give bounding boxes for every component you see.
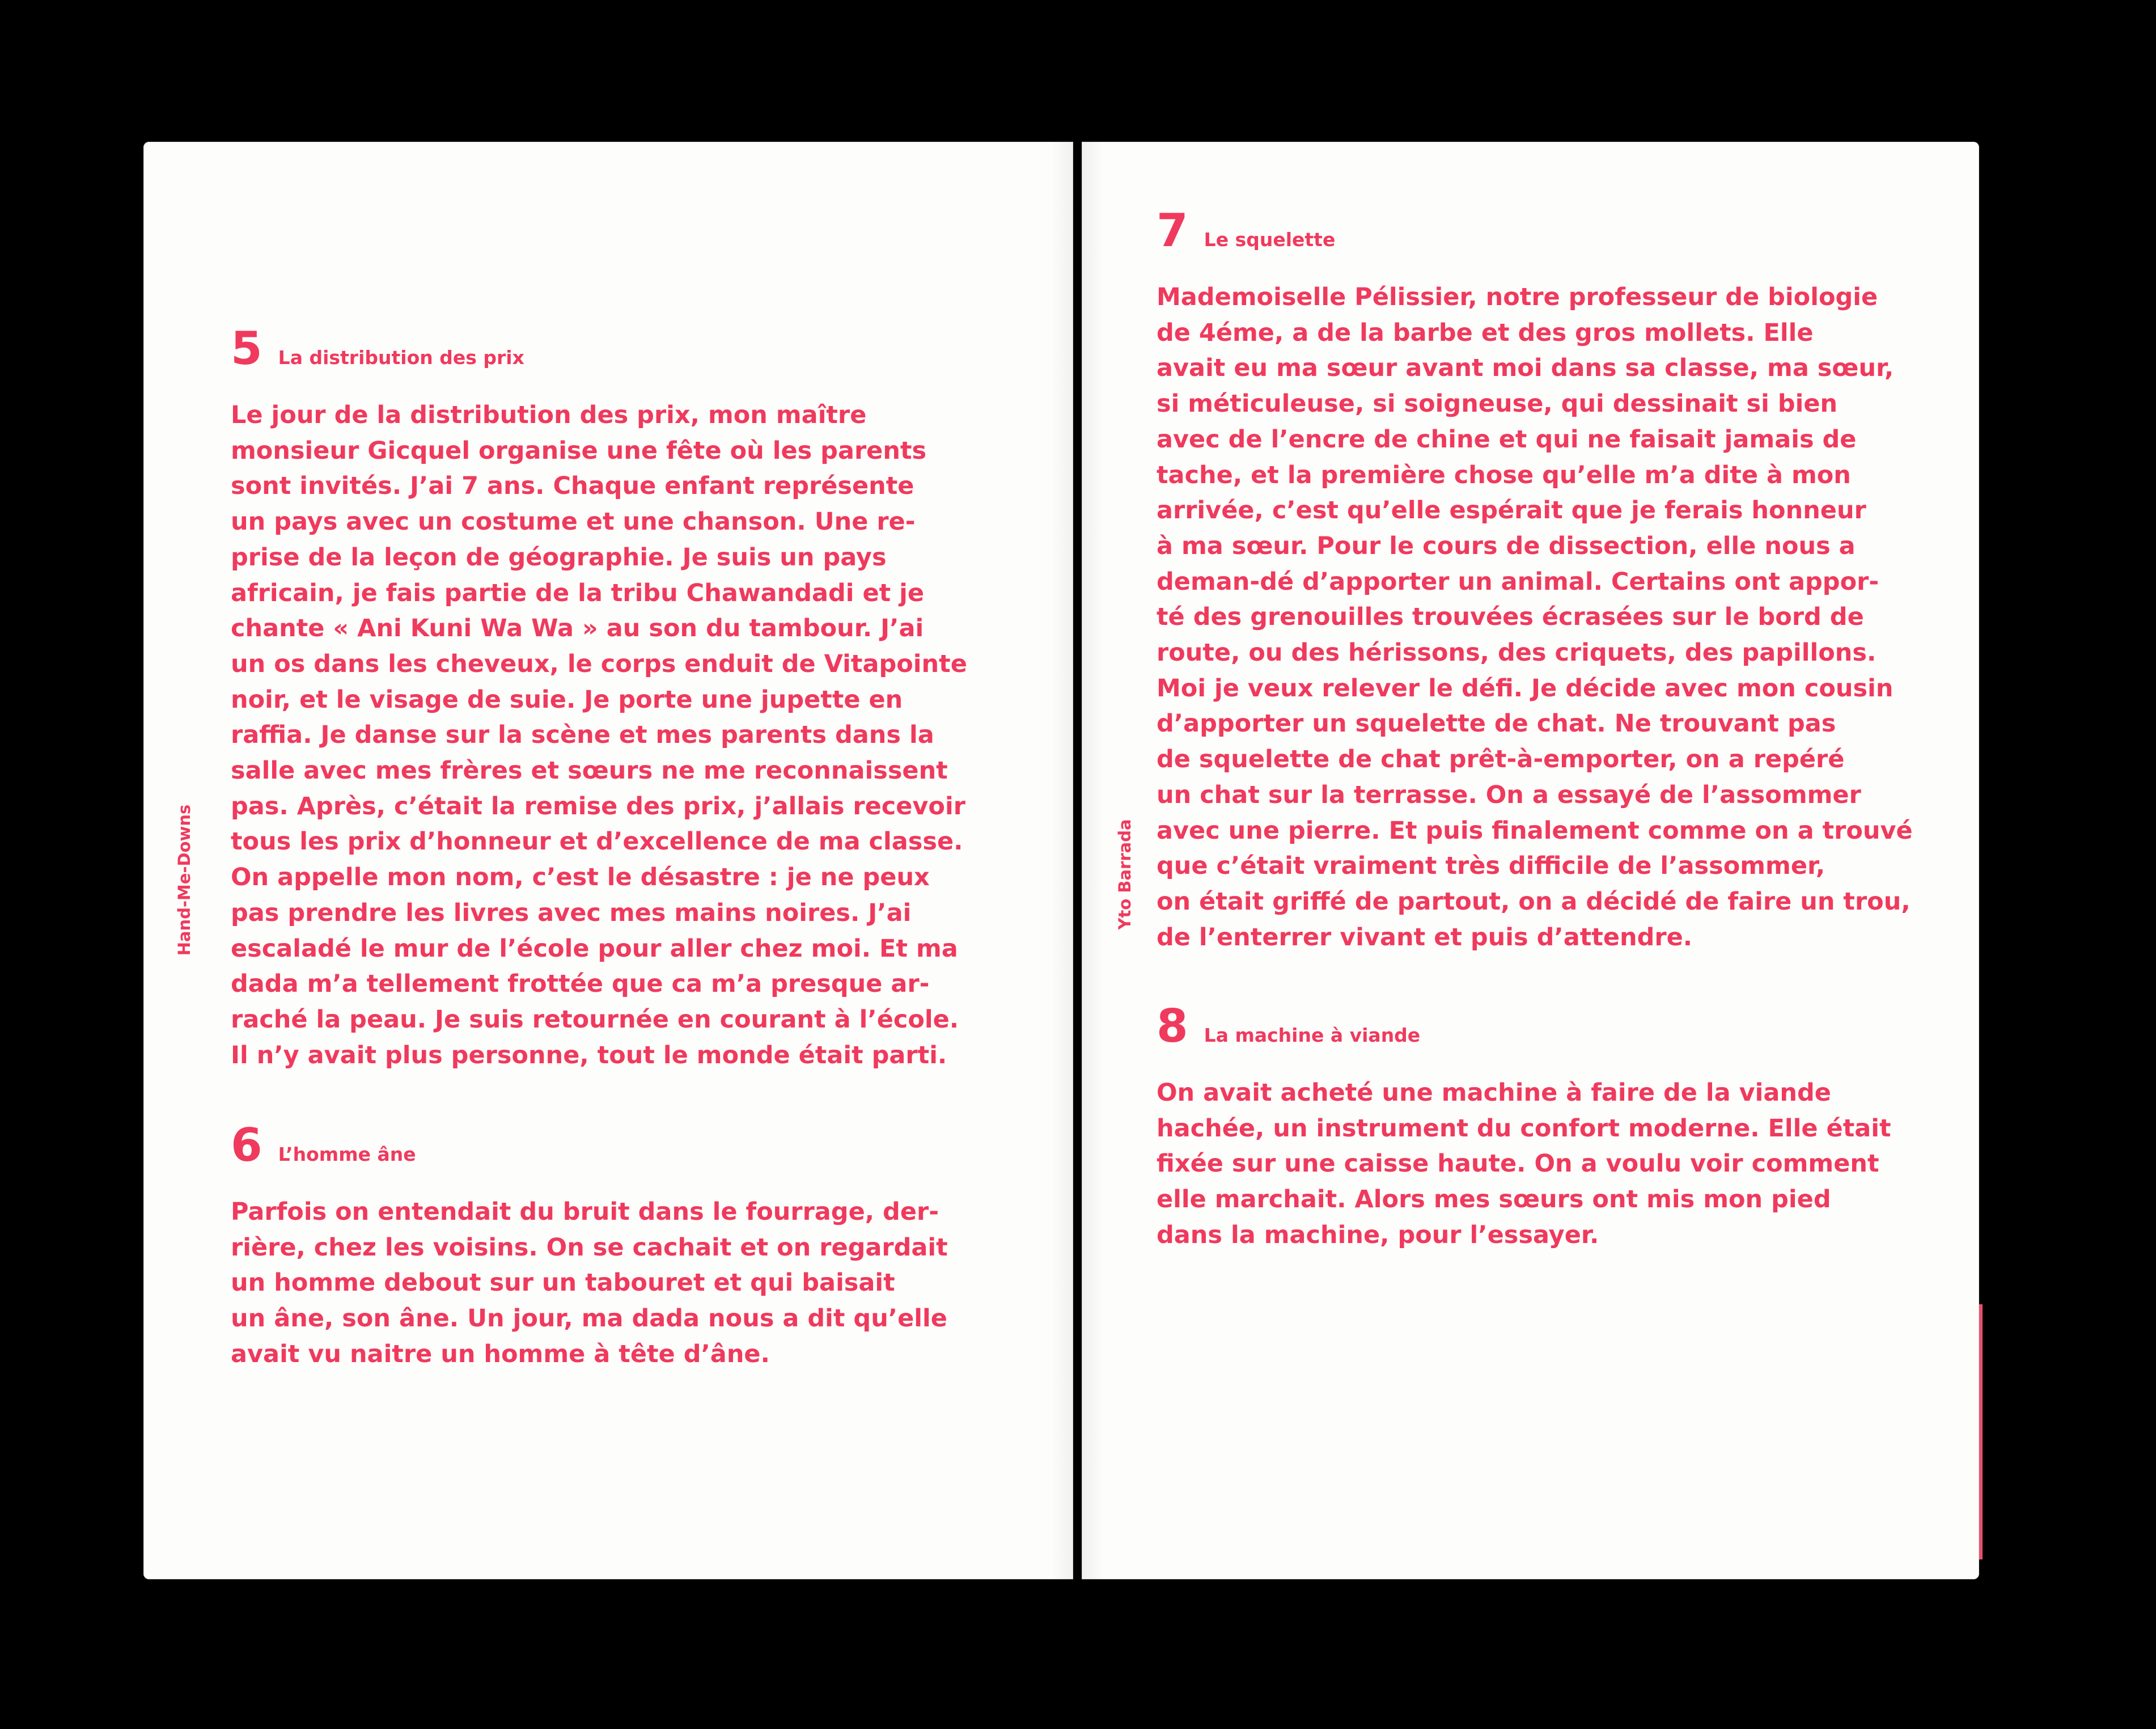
section-body xyxy=(1157,280,1913,955)
section-6 xyxy=(231,1119,948,1372)
section-heading xyxy=(231,1119,948,1172)
text-line: rière, chez les voisins. On se cachait et on regardait xyxy=(231,1233,948,1262)
section-7 xyxy=(1157,204,1913,955)
section-number: 5 xyxy=(231,322,262,375)
running-head-left: Hand-Me-Downs xyxy=(175,804,194,956)
text-line: de 4éme, a de la barbe et des gros mollets. Elle xyxy=(1157,318,1814,347)
text-line: route, ou des hérissons, des criquets, des papillons. xyxy=(1157,639,1877,667)
section-title: La distribution des prix xyxy=(278,346,524,369)
text-line: raché la peau. Je suis retournée en courant à l’école. xyxy=(231,1005,959,1034)
text-line: raffia. Je danse sur la scène et mes parents dans la xyxy=(231,721,934,750)
text-line: On avait acheté une machine à faire de la viande xyxy=(1157,1079,1831,1107)
section-title: La machine à viande xyxy=(1204,1024,1421,1046)
text-line: salle avec mes frères et sœurs ne me reconnaissent xyxy=(231,756,948,785)
section-heading xyxy=(231,322,967,375)
text-line: de l’enterrer vivant et puis d’attendre. xyxy=(1157,923,1693,952)
section-title: L’homme âne xyxy=(278,1143,416,1165)
page-edge-red-strip xyxy=(1979,1304,1983,1559)
text-line: té des grenouilles trouvées écrasées sur le bord de xyxy=(1157,603,1864,632)
section-heading xyxy=(1157,1000,1891,1052)
text-line: arrivée, c’est qu’elle espérait que je ferais honneur xyxy=(1157,496,1866,525)
running-head-right: Yto Barrada xyxy=(1115,819,1134,930)
text-line: chante « Ani Kuni Wa Wa » au son du tambour. J’ai xyxy=(231,614,924,643)
gutter-shadow-left xyxy=(1051,142,1073,1579)
text-line: tache, et la première chose qu’elle m’a dite à mon xyxy=(1157,460,1851,489)
section-number: 8 xyxy=(1157,1000,1188,1052)
text-line: Mademoiselle Pélissier, notre professeur de biologie xyxy=(1157,283,1878,311)
text-line: sont invités. J’ai 7 ans. Chaque enfant représente xyxy=(231,472,914,501)
text-line: un âne, son âne. Un jour, ma dada nous a dit qu’elle xyxy=(231,1304,947,1333)
section-body xyxy=(231,1194,948,1372)
text-line: d’apporter un squelette de chat. Ne trouvant pas xyxy=(1157,709,1836,738)
text-line: Le jour de la distribution des prix, mon maître xyxy=(231,401,867,429)
text-line: dans la machine, pour l’essayer. xyxy=(1157,1220,1599,1249)
text-line: elle marchait. Alors mes sœurs ont mis mon pied xyxy=(1157,1185,1831,1214)
text-line: escaladé le mur de l’école pour aller chez moi. Et ma xyxy=(231,934,958,963)
section-number: 7 xyxy=(1157,204,1188,257)
text-line: hachée, un instrument du confort moderne. Elle était xyxy=(1157,1114,1891,1143)
text-line: africain, je fais partie de la tribu Chawandadi et je xyxy=(231,578,925,607)
section-number: 6 xyxy=(231,1119,262,1172)
section-title: Le squelette xyxy=(1204,229,1336,251)
text-line: de squelette de chat prêt-à-emporter, on a repéré xyxy=(1157,745,1845,774)
text-line: On appelle mon nom, c’est le désastre : je ne peux xyxy=(231,863,930,892)
text-line: avec de l’encre de chine et qui ne faisait jamais de xyxy=(1157,425,1857,454)
section-body xyxy=(1157,1075,1891,1253)
section-8 xyxy=(1157,1000,1891,1253)
text-line: Moi je veux relever le défi. Je décide avec mon cousin xyxy=(1157,674,1894,703)
text-line: deman-dé d’apporter un animal. Certains ont appor- xyxy=(1157,567,1879,596)
text-line: avait eu ma sœur avant moi dans sa classe, ma sœur, xyxy=(1157,354,1894,383)
text-line: un homme debout sur un tabouret et qui baisait xyxy=(231,1269,895,1297)
text-line: monsieur Gicquel organise une fête où les parents xyxy=(231,436,927,465)
text-line: Il n’y avait plus personne, tout le monde était parti. xyxy=(231,1041,947,1069)
gutter-shadow-right xyxy=(1082,142,1104,1579)
text-line: à ma sœur. Pour le cours de dissection, elle nous a xyxy=(1157,531,1856,560)
text-line: prise de la leçon de géographie. Je suis un pays xyxy=(231,543,887,572)
text-line: on était griffé de partout, on a décidé de faire un trou, xyxy=(1157,887,1911,916)
text-line: pas prendre les livres avec mes mains noires. J’ai xyxy=(231,898,912,927)
text-line: si méticuleuse, si soigneuse, qui dessinait si bien xyxy=(1157,390,1838,418)
text-line: Parfois on entendait du bruit dans le fourrage, der- xyxy=(231,1198,939,1226)
section-5 xyxy=(231,322,967,1073)
text-line: dada m’a tellement frottée que ca m’a presque ar- xyxy=(231,970,930,999)
text-line: tous les prix d’honneur et d’excellence de ma classe. xyxy=(231,827,963,856)
section-body xyxy=(231,398,967,1073)
text-line: fixée sur une caisse haute. On a voulu voir comment xyxy=(1157,1149,1879,1178)
text-line: un chat sur la terrasse. On a essayé de l’assommer xyxy=(1157,780,1861,809)
text-line: avec une pierre. Et puis finalement comme on a trouvé xyxy=(1157,816,1913,845)
text-line: noir, et le visage de suie. Je porte une jupette en xyxy=(231,685,903,714)
text-line: un os dans les cheveux, le corps enduit de Vitapointe xyxy=(231,649,967,678)
text-line: que c’était vraiment très difficile de l’assommer, xyxy=(1157,852,1825,881)
section-heading xyxy=(1157,204,1913,257)
text-line: un pays avec un costume et une chanson. Une re- xyxy=(231,508,916,536)
text-line: avait vu naitre un homme à tête d’âne. xyxy=(231,1339,770,1368)
text-line: pas. Après, c’était la remise des prix, j’allais recevoir xyxy=(231,792,965,821)
